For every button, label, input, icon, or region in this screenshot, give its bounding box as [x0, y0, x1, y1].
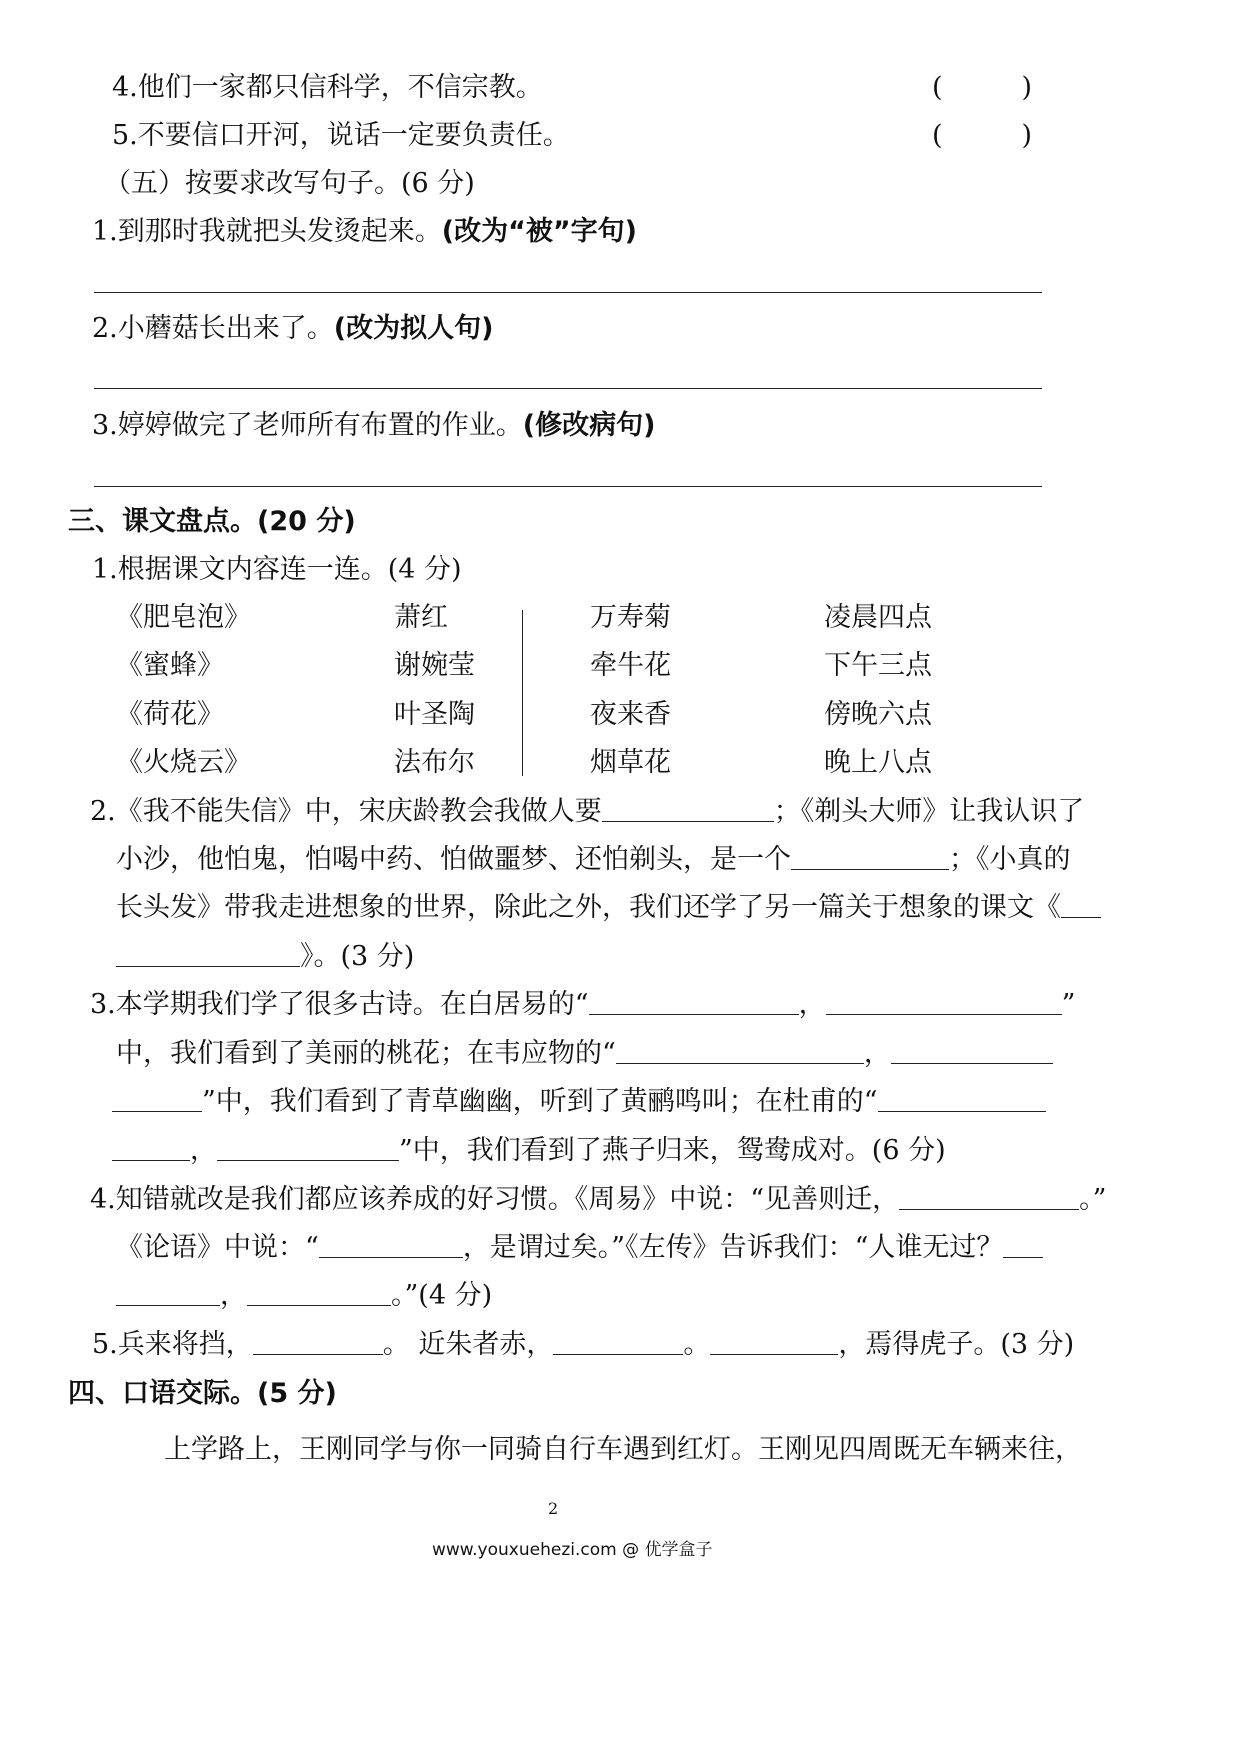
q3-line-3: [112, 1084, 1046, 1120]
q3-text-d: ”中，我们看到了青草幽幽，听到了黄鹂鸣叫；在杜甫的“: [202, 1086, 878, 1117]
q2-text-a: 2.《我不能失信》中，宋庆龄教会我做人要: [90, 796, 602, 827]
q3-text-e: ”中，我们看到了燕子归来，鸳鸯成对。(6 分): [399, 1135, 946, 1166]
q3-comma: ，: [798, 989, 826, 1020]
q4-text-b: 。”: [1079, 1184, 1107, 1215]
q4-text-d: ，是谓过矣。”《左传》告诉我们：“人谁无过？: [462, 1232, 1004, 1263]
blank[interactable]: [589, 990, 799, 1015]
rewrite-answer-line-1[interactable]: [94, 292, 1042, 293]
match-author[interactable]: 叶圣陶: [394, 699, 475, 730]
blank[interactable]: [319, 1233, 463, 1258]
q4-line-1: [90, 1182, 1106, 1218]
q4-text-a: 4.知错就改是我们都应该养成的好习惯。《周易》中说：“见善则迁，: [90, 1184, 900, 1215]
match-title[interactable]: 《火烧云》: [116, 747, 251, 778]
q5-text-b: 。 近朱者赤，: [382, 1329, 554, 1360]
blank[interactable]: [710, 1330, 838, 1355]
q5-text-c: 。: [683, 1329, 711, 1360]
q3-line-2: [116, 1036, 1053, 1072]
q5-line: [92, 1327, 1074, 1363]
q2-line-2: [116, 842, 1071, 878]
q2-text-c: 小沙，他怕鬼，怕喝中药、怕做噩梦、还怕剃头，是一个: [116, 844, 791, 875]
answer-paren-4[interactable]: [932, 70, 1032, 106]
rewrite-item-2-hint: (改为拟人句): [333, 313, 494, 344]
match-author[interactable]: 谢婉莹: [394, 650, 475, 681]
match-title[interactable]: 《荷花》: [116, 699, 224, 730]
q3-text-b: ”: [1061, 989, 1076, 1020]
q3-comma: ，: [863, 1038, 891, 1069]
rewrite-heading: （五）按要求改写句子。(6 分): [104, 168, 475, 199]
blank[interactable]: [878, 1087, 1046, 1112]
q2-text-b: ；《剃头大师》让我认识了: [773, 796, 1085, 827]
q5-text-d: ，焉得虎子。(3 分): [838, 1329, 1075, 1360]
section-3-heading: 三、课文盘点。(20 分): [68, 506, 356, 537]
rewrite-answer-line-3[interactable]: [94, 486, 1042, 487]
paren-close: ): [1021, 72, 1032, 103]
blank[interactable]: [253, 1330, 383, 1355]
blank[interactable]: [247, 1281, 391, 1306]
answer-paren-5[interactable]: [932, 118, 1032, 154]
blank[interactable]: [791, 845, 949, 870]
judge-item-5: 5.不要信口开河，说话一定要负责任。: [112, 120, 570, 151]
section-4-text: 上学路上，王刚同学与你一同骑自行车遇到红灯。王刚见四周既无车辆来往，: [164, 1434, 1082, 1465]
blank[interactable]: [116, 1281, 220, 1306]
q2-line-4: [116, 939, 414, 975]
blank[interactable]: [1003, 1233, 1043, 1258]
match-author[interactable]: 法布尔: [394, 747, 475, 778]
q2-line-1: [90, 794, 1084, 830]
match-time[interactable]: 凌晨四点: [824, 602, 932, 633]
match-flower[interactable]: 烟草花: [590, 747, 671, 778]
rewrite-item-3: [92, 408, 655, 444]
q4-comma: ，: [220, 1280, 247, 1311]
blank[interactable]: [899, 1185, 1079, 1210]
judge-item-4: 4.他们一家都只信科学，不信宗教。: [112, 72, 543, 103]
match-flower[interactable]: 夜来香: [590, 699, 671, 730]
blank[interactable]: [891, 1039, 1053, 1064]
blank[interactable]: [116, 942, 300, 967]
match-title[interactable]: 《肥皂泡》: [116, 602, 251, 633]
blank[interactable]: [553, 1330, 683, 1355]
matching-heading: 1.根据课文内容连一连。(4 分): [92, 554, 462, 585]
rewrite-item-3-text: 3.婷婷做完了老师所有布置的作业。: [92, 410, 523, 441]
rewrite-item-3-hint: (修改病句): [522, 410, 656, 441]
footer-site[interactable]: www.youxuehezi.com @ 优学盒子: [432, 1540, 713, 1560]
blank[interactable]: [112, 1087, 202, 1112]
q4-text-c: 《论语》中说：“: [116, 1232, 319, 1263]
rewrite-item-2: [92, 311, 493, 347]
q3-text-a: 3.本学期我们学了很多古诗。在白居易的“: [90, 989, 589, 1020]
q2-text-d: ；《小真的: [949, 844, 1071, 875]
section-4-heading: 四、口语交际。(5 分): [68, 1378, 337, 1409]
blank[interactable]: [112, 1136, 190, 1161]
q4-text-e: 。”(4 分): [391, 1280, 493, 1311]
match-flower[interactable]: 万寿菊: [590, 602, 671, 633]
match-title[interactable]: 《蜜蜂》: [116, 650, 224, 681]
q3-line-4: [112, 1133, 946, 1169]
page-number: 2: [548, 1499, 559, 1518]
match-author[interactable]: 萧红: [394, 602, 448, 633]
match-flower[interactable]: 牵牛花: [590, 650, 671, 681]
blank[interactable]: [1061, 893, 1101, 918]
blank[interactable]: [826, 990, 1062, 1015]
q5-text-a: 5.兵来将挡，: [92, 1329, 253, 1360]
q2-line-3: [116, 890, 1101, 926]
q3-comma: ，: [190, 1135, 217, 1166]
q2-text-f: 》。(3 分): [300, 941, 415, 972]
paren-open: (: [932, 72, 943, 103]
paren-open: (: [932, 120, 943, 151]
match-time[interactable]: 晚上八点: [824, 747, 932, 778]
match-time[interactable]: 傍晚六点: [824, 699, 932, 730]
match-time[interactable]: 下午三点: [824, 650, 932, 681]
blank[interactable]: [616, 1039, 864, 1064]
paren-close: ): [1021, 120, 1032, 151]
rewrite-item-1-text: 1.到那时我就把头发烫起来。: [92, 216, 442, 247]
q3-text-c: 中，我们看到了美丽的桃花；在韦应物的“: [116, 1038, 616, 1069]
blank[interactable]: [602, 797, 774, 822]
rewrite-item-1: [92, 214, 637, 250]
q4-line-2: [116, 1230, 1043, 1266]
blank[interactable]: [217, 1136, 399, 1161]
q3-line-1: [90, 987, 1075, 1023]
rewrite-item-2-text: 2.小蘑菇长出来了。: [92, 313, 334, 344]
matching-divider: [522, 610, 523, 776]
q2-text-e: 长头发》带我走进想象的世界，除此之外，我们还学了另一篇关于想象的课文《: [116, 892, 1061, 923]
rewrite-answer-line-2[interactable]: [94, 388, 1042, 389]
q4-line-3: [116, 1278, 492, 1314]
rewrite-item-1-hint: (改为“被”字句): [441, 216, 637, 247]
